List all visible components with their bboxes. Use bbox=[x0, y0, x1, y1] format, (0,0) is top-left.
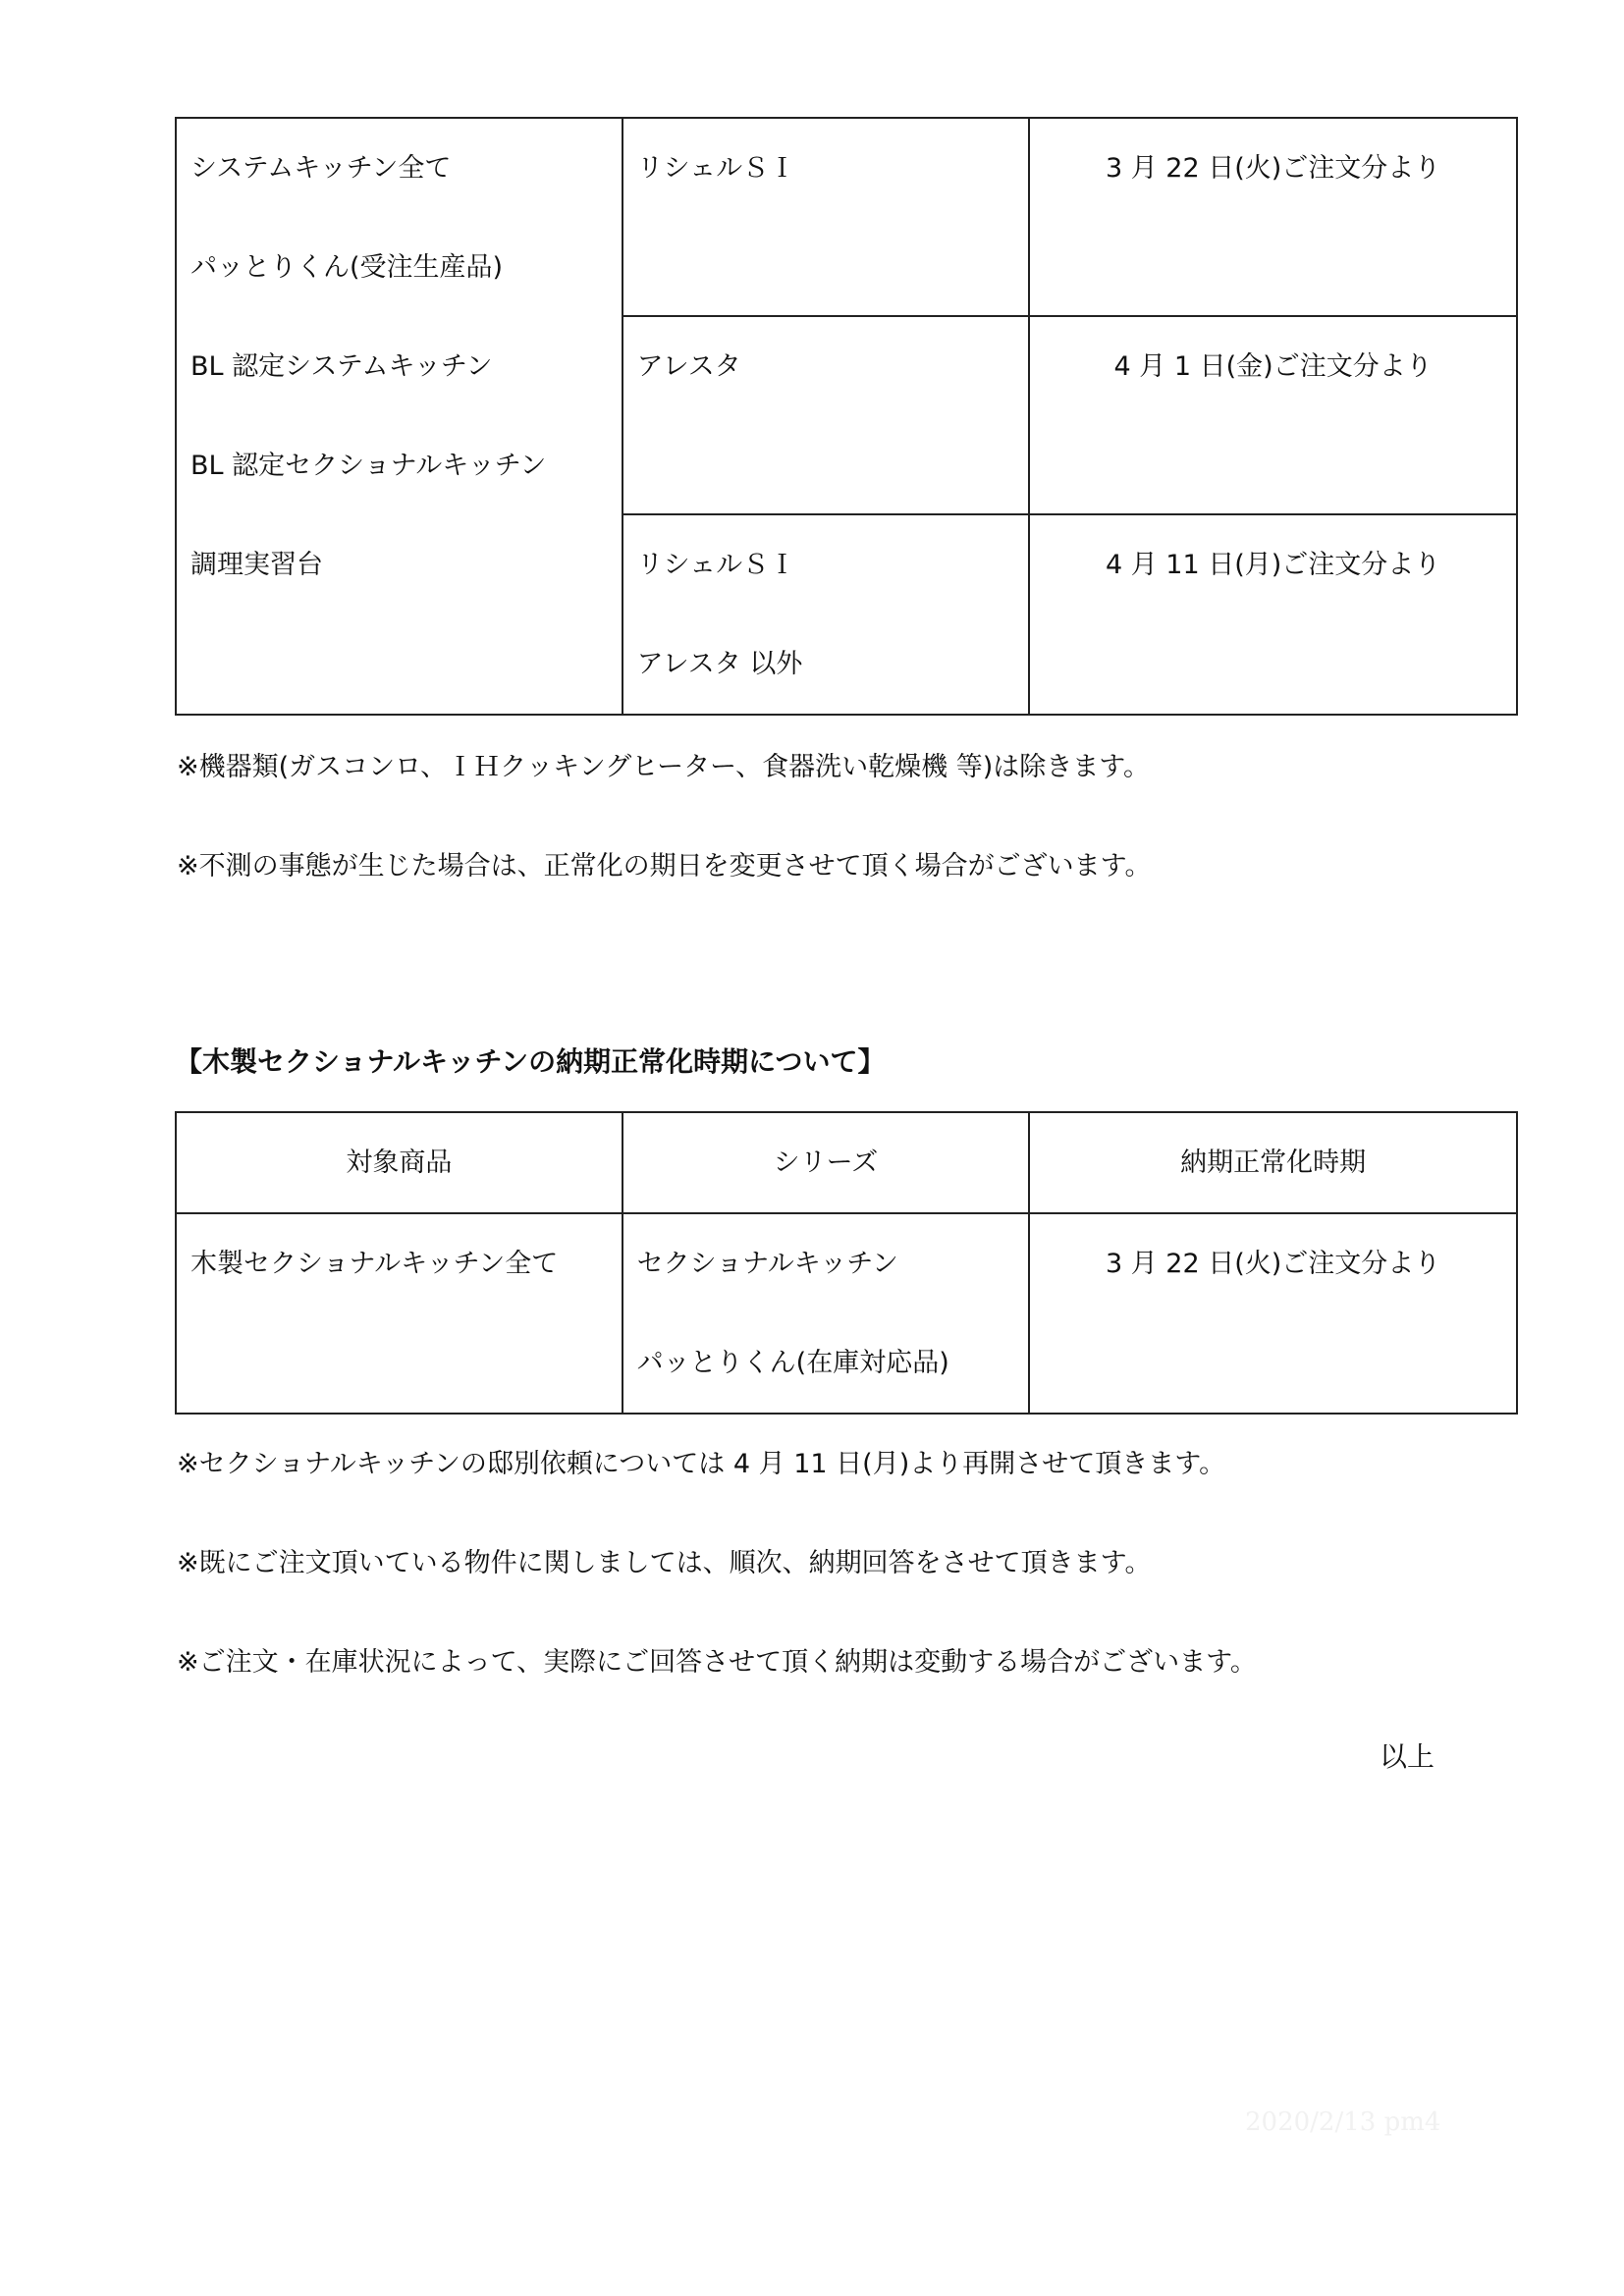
product-line: 調理実習台 bbox=[190, 550, 323, 580]
table-row bbox=[176, 118, 1517, 316]
note-unforeseen-change: ※不測の事態が生じた場合は、正常化の期日を変更させて頂く場合がございます。 bbox=[177, 851, 1152, 881]
timing-cell bbox=[1029, 316, 1517, 514]
column-header bbox=[623, 1112, 1030, 1213]
timing-text: 4 月 1 日(金)ご注文分より bbox=[1113, 351, 1433, 382]
column-header bbox=[1029, 1112, 1517, 1213]
note-delivery-variation: ※ご注文・在庫状況によって、実際にご回答させて頂く納期は変動する場合がございます。 bbox=[177, 1647, 1257, 1678]
column-header bbox=[176, 1112, 623, 1213]
header-target-product: 対象商品 bbox=[346, 1148, 453, 1178]
delivery-schedule-table bbox=[175, 117, 1518, 716]
timing-text: 3 月 22 日(火)ご注文分より bbox=[1105, 153, 1441, 184]
header-series: シリーズ bbox=[773, 1148, 879, 1178]
series-cell bbox=[623, 514, 1030, 715]
series-name: アレスタ 以外 bbox=[636, 649, 803, 679]
table-header-row bbox=[176, 1112, 1517, 1213]
product-line: システムキッチン全て bbox=[190, 153, 452, 184]
product-line: パッとりくん(受注生産品) bbox=[190, 252, 504, 283]
series-name: アレスタ bbox=[636, 351, 741, 382]
series-cell bbox=[623, 316, 1030, 514]
wooden-sectional-table bbox=[175, 1111, 1518, 1415]
timing-cell bbox=[1029, 1213, 1517, 1414]
product-line: BL 認定システムキッチン bbox=[190, 351, 493, 382]
note-custom-order-resume: ※セクショナルキッチンの邸別依頼については 4 月 11 日(月)より再開させて頂きます。 bbox=[177, 1449, 1226, 1479]
series-name: セクショナルキッチン bbox=[636, 1249, 898, 1279]
series-name: リシェルＳＩ bbox=[636, 153, 796, 184]
series-name: リシェルＳＩ bbox=[636, 550, 796, 580]
note-existing-orders: ※既にご注文頂いている物件に関しましては、順次、納期回答をさせて頂きます。 bbox=[177, 1548, 1152, 1578]
closing-mark: 以上 bbox=[1380, 1740, 1435, 1773]
timing-cell bbox=[1029, 514, 1517, 715]
series-name: パッとりくん(在庫対応品) bbox=[636, 1348, 949, 1378]
product-lines-cell bbox=[176, 118, 623, 715]
timing-text: 3 月 22 日(火)ご注文分より bbox=[1105, 1249, 1441, 1279]
section-heading: 【木製セクショナルキッチンの納期正常化時期について】 bbox=[175, 1045, 886, 1078]
series-cell bbox=[623, 118, 1030, 316]
table-row bbox=[176, 1213, 1517, 1414]
note-excluded-equipment: ※機器類(ガスコンロ、ＩＨクッキングヒーター、食器洗い乾燥機 等)は除きます。 bbox=[177, 752, 1151, 782]
footer-stamp: 2020/2/13 pm4 bbox=[1245, 2108, 1441, 2137]
timing-text: 4 月 11 日(月)ご注文分より bbox=[1105, 550, 1441, 580]
timing-cell bbox=[1029, 118, 1517, 316]
series-cell bbox=[623, 1213, 1030, 1414]
product-cell bbox=[176, 1213, 623, 1414]
product-name: 木製セクショナルキッチン全て bbox=[190, 1249, 559, 1279]
product-line: BL 認定セクショナルキッチン bbox=[190, 451, 547, 481]
header-timing: 納期正常化時期 bbox=[1180, 1148, 1367, 1178]
